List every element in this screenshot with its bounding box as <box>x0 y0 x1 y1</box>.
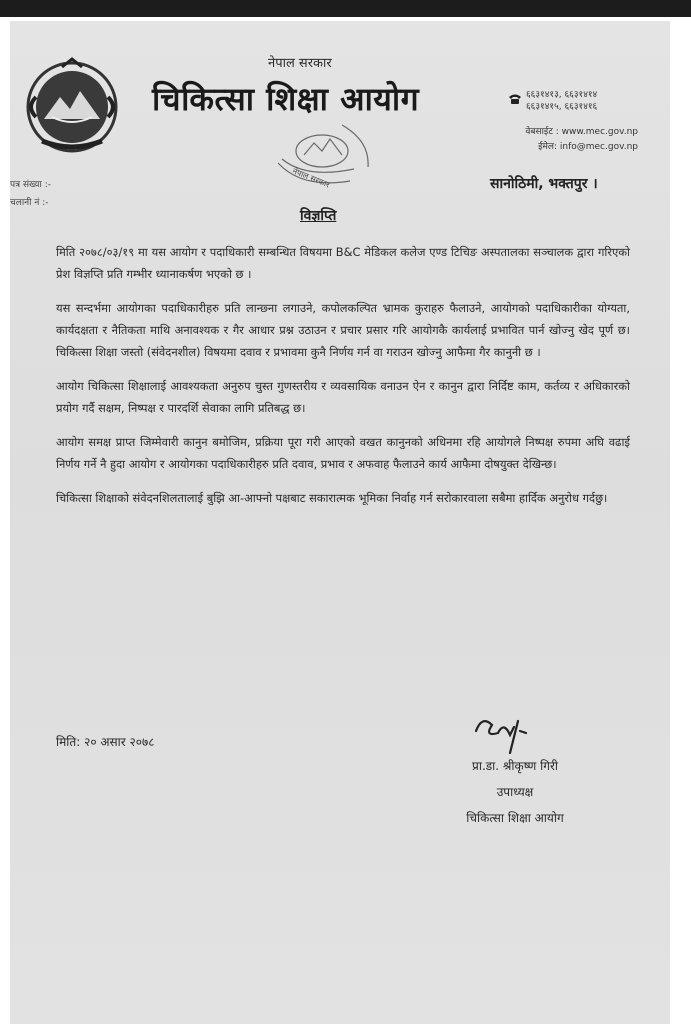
paragraph: चिकित्सा शिक्षाको संवेदनशिलतालाई बुझि आ-आफ्नो पक्षबाट सकारात्मक भूमिका निर्वाह गर्न सरोकारवाला सबैमा हार्दिक अनुरोध गर्दछु। <box>56 491 608 505</box>
signatory-organization: चिकित्सा शिक्षा आयोग <box>466 811 564 825</box>
svg-text:नेपाल सरकार: नेपाल सरकार <box>291 166 331 190</box>
handwritten-signature <box>470 711 540 755</box>
top-status-bar <box>0 0 691 17</box>
organization-title: चिकित्सा शिक्षा आयोग <box>152 80 420 118</box>
paragraph: मिति २०७८/०३/१९ मा यस आयोग र पदाधिकारी सम्बन्धित विषयमा B&C मेडिकल कलेज एण्ड टिचिङ अस्पतालका सञ्चालक द्वारा गरिएको प्रेश विज्ञप्ति प्रति गम्भीर ध्यानाकर्षण भएको छ । <box>56 245 630 281</box>
notice-heading: विज्ञप्ति <box>300 208 337 224</box>
ref-number-label: पत्र संख्या :- <box>10 180 51 190</box>
nepal-emblem-logo <box>22 57 122 157</box>
phone-line: ६६३१४१५, ६६३१४१६ <box>526 102 598 112</box>
paragraph: आयोग चिकित्सा शिक्षालाई आवश्यकता अनुरुप चुस्त गुणस्तरीय र व्यवसायिक वनाउन ऐन र कानुन द्वारा निर्दिष्ट काम, कर्तव्य र अधिकारको प्रयोग गर्दै सक्षम, निष्पक्ष र पारदर्शि सेवाका लागि प्रतिबद्ध छ। <box>56 379 630 415</box>
notice-body <box>56 241 630 521</box>
reference-block <box>10 176 51 212</box>
email-text: ईमेल: info@mec.gov.np <box>538 142 638 152</box>
location-text: सानोठिमी, भक्तपुर । <box>490 176 598 192</box>
paragraph: आयोग समक्ष प्राप्त जिम्मेवारी कानुन बमोजिम, प्रक्रिया पूरा गरी आएको वखत कानुनको अधिनमा रहि आयोगले निष्पक्ष रुपमा अघि वढाई निर्णय गर्ने नै हुदा आयोग र आयोगका पदाधिकारीहरु प्रति दवाव, प्रभाव र अफवाह फैलाउने कार्य आफैमा दोषयुक्त देखिन्छ। <box>56 435 630 471</box>
signature-block <box>430 753 600 831</box>
letter-page <box>10 21 670 1024</box>
signatory-name: प्रा.डा. श्रीकृष्ण गिरी <box>472 759 558 773</box>
official-seal-stamp <box>272 115 382 197</box>
signatory-title: उपाध्यक्ष <box>496 785 534 799</box>
website-text: वेबसाईट : www.mec.gov.np <box>525 127 638 137</box>
dispatch-number-label: चलानी नं :- <box>10 198 49 208</box>
government-label: नेपाल सरकार <box>268 56 332 71</box>
contact-info <box>496 125 638 155</box>
phone-icon <box>508 93 522 105</box>
paragraph: यस सन्दर्भमा आयोगका पदाधिकारीहरु प्रति लान्छ्ना लगाउने, कपोलकल्पित भ्रामक कुराहरु फैलाउने, आयोगको पदाधिकारीका योग्यता, कार्यदक्षता र नैतिकता माथि अनावश्यक र गैर आधार प्रश्न उठाउन र प्रचार प्रसार गरि आयोगकै कार्यलाई प्रभावित पार्न खोज्नु खेद पूर्ण छ। चिकित्सा शिक्षा जस्तो (संवेदनशील) विषयमा दवाव र प्रभावमा कुनै निर्णय गर्न वा गराउन खोज्नु आफैमा गैर कानुनी छ । <box>56 301 630 359</box>
phone-line: ६६३१४१३, ६६३१४१४ <box>526 90 598 100</box>
phone-numbers <box>526 89 597 113</box>
notice-date: मिति: २० असार २०७८ <box>56 735 155 749</box>
